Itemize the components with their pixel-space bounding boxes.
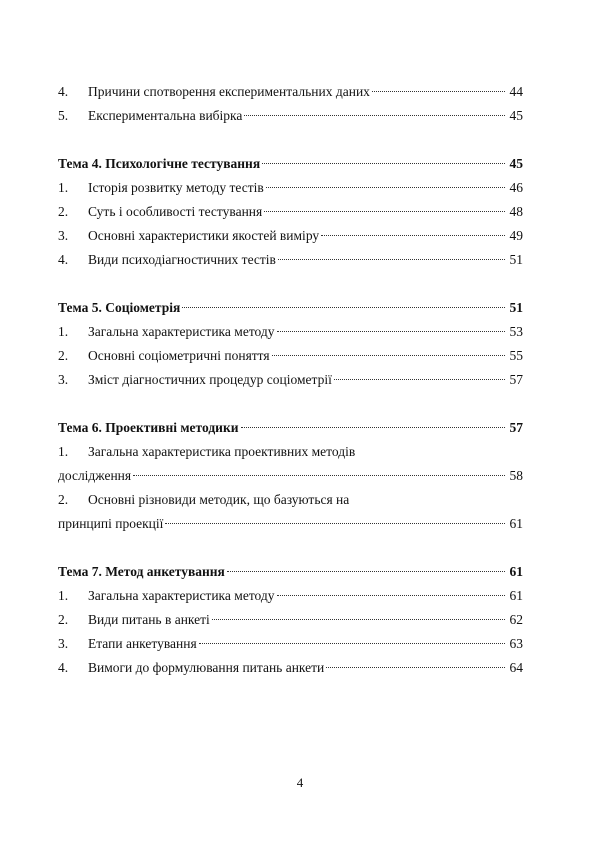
dot-leader	[321, 235, 505, 236]
dot-leader	[334, 379, 505, 380]
toc-entry-text: Види психодіагностичних тестів	[88, 252, 276, 267]
toc-entry-text: Загальна характеристика методу	[88, 588, 275, 603]
dot-leader	[264, 211, 505, 212]
toc-entry-page: 63	[509, 636, 523, 651]
toc-entry-page: 62	[509, 612, 523, 627]
toc-topic-title: Тема 6. Проективні методики	[58, 420, 239, 435]
dot-leader	[272, 355, 505, 356]
toc-topic-heading	[58, 152, 523, 176]
toc-entry-text: Види питань в анкеті	[88, 612, 210, 627]
toc-entry-page: 51	[509, 252, 523, 267]
toc-entry	[58, 584, 523, 608]
toc-entry-number: 1.	[58, 324, 69, 339]
dot-leader	[227, 571, 505, 572]
toc-topic-title: Тема 5. Соціометрія	[58, 300, 181, 315]
toc-entry	[58, 632, 523, 656]
toc-entry-number: 2.	[58, 204, 69, 219]
toc-entry-text: дослідження	[58, 468, 132, 483]
toc-entry-page: 61	[509, 588, 523, 603]
toc-entry-number: 3.	[58, 636, 69, 651]
toc-entry	[58, 320, 523, 344]
toc-entry-page: 45	[509, 108, 523, 123]
toc-entry-number: 2.	[58, 492, 69, 507]
toc-entry-continuation	[58, 464, 523, 488]
toc-entry-number: 2.	[58, 348, 69, 363]
dot-leader	[278, 259, 505, 260]
dot-leader	[277, 331, 505, 332]
toc-entry	[58, 248, 523, 272]
toc-topic-page: 51	[509, 300, 523, 315]
toc-entry-number: 4.	[58, 660, 69, 675]
toc-entry	[58, 344, 523, 368]
toc-topic-title: Тема 7. Метод анкетування	[58, 564, 225, 579]
toc-entry-number: 1.	[58, 588, 69, 603]
toc-topic-page: 57	[509, 420, 523, 435]
toc-entry-page: 48	[509, 204, 523, 219]
toc-topic-heading	[58, 296, 523, 320]
toc-entry	[58, 104, 523, 128]
toc-topic-title: Тема 4. Психологічне тестування	[58, 156, 261, 171]
toc-entry-text: принципі проекції	[58, 516, 164, 531]
dot-leader	[326, 667, 505, 668]
toc-entry	[58, 224, 523, 248]
toc-topic-heading	[58, 416, 523, 440]
toc-entry-text: Основні характеристики якостей виміру	[88, 228, 320, 243]
toc-entry	[58, 368, 523, 392]
toc-entry-page: 53	[509, 324, 523, 339]
toc-entry-text: Вимоги до формулювання питань анкети	[88, 660, 325, 675]
toc-entry-text: Загальна характеристика проективних методів	[88, 444, 356, 459]
toc-entry	[58, 656, 523, 680]
toc-entry-number: 4.	[58, 84, 69, 99]
toc-entry-text: Експериментальна вибірка	[88, 108, 243, 123]
dot-leader	[165, 523, 505, 524]
toc-entry-text: Етапи анкетування	[88, 636, 197, 651]
dot-leader	[277, 595, 505, 596]
dot-leader	[212, 619, 505, 620]
toc-entry-page: 49	[509, 228, 523, 243]
page-number: 4	[296, 775, 304, 790]
toc-entry-continuation	[58, 512, 523, 536]
toc-entry	[58, 176, 523, 200]
toc-topic-page: 61	[509, 564, 523, 579]
toc-entry-page: 44	[509, 84, 523, 99]
toc-entry-number: 3.	[58, 372, 69, 387]
toc-entry-page: 61	[509, 516, 523, 531]
table-of-contents	[58, 80, 523, 680]
dot-leader	[244, 115, 505, 116]
toc-entry	[58, 200, 523, 224]
toc-entry-first-line	[58, 488, 523, 512]
dot-leader	[262, 163, 505, 164]
toc-topic-page: 45	[509, 156, 523, 171]
toc-entry-number: 4.	[58, 252, 69, 267]
dot-leader	[266, 187, 505, 188]
dot-leader	[241, 427, 505, 428]
toc-entry-page: 64	[509, 660, 523, 675]
toc-entry	[58, 608, 523, 632]
dot-leader	[182, 307, 505, 308]
toc-entry-number: 1.	[58, 180, 69, 195]
toc-entry-text: Загальна характеристика методу	[88, 324, 275, 339]
toc-entry-page: 46	[509, 180, 523, 195]
toc-entry-text: Основні різновиди методик, що базуються на	[88, 492, 350, 507]
dot-leader	[133, 475, 505, 476]
toc-entry-number: 3.	[58, 228, 69, 243]
toc-entry-text: Історія розвитку методу тестів	[88, 180, 264, 195]
toc-entry-first-line	[58, 440, 523, 464]
toc-entry	[58, 80, 523, 104]
toc-entry-page: 58	[509, 468, 523, 483]
toc-entry-number: 1.	[58, 444, 69, 459]
toc-entry-text: Причини спотворення експериментальних даних	[88, 84, 370, 99]
toc-topic-heading	[58, 560, 523, 584]
toc-entry-page: 55	[509, 348, 523, 363]
dot-leader	[372, 91, 505, 92]
toc-entry-text: Суть і особливості тестування	[88, 204, 263, 219]
toc-entry-number: 5.	[58, 108, 69, 123]
toc-entry-number: 2.	[58, 612, 69, 627]
toc-entry-text: Зміст діагностичних процедур соціометрії	[88, 372, 332, 387]
dot-leader	[199, 643, 505, 644]
toc-entry-text: Основні соціометричні поняття	[88, 348, 270, 363]
toc-entry-page: 57	[509, 372, 523, 387]
